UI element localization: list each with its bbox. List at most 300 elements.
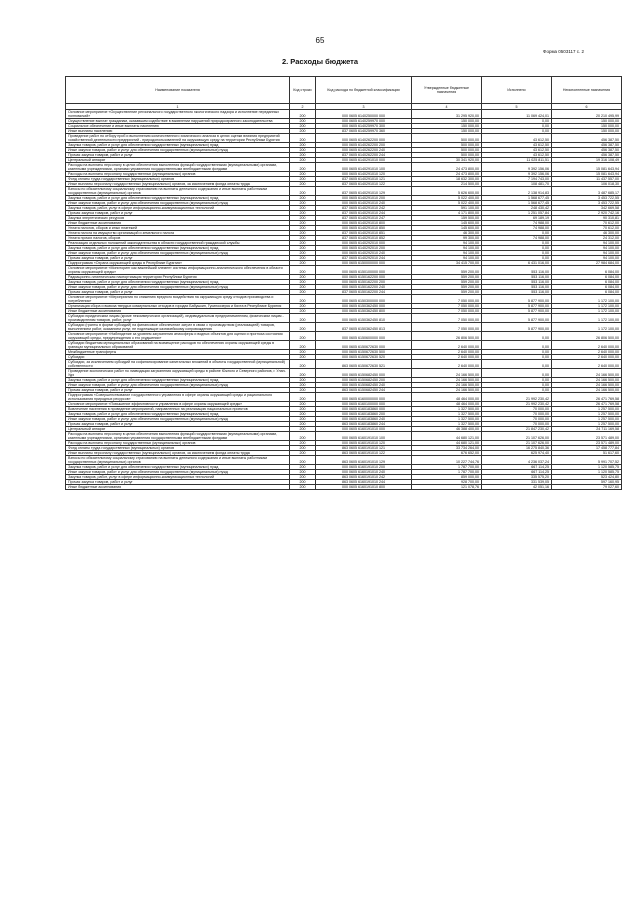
row-executed-amount: 0,00 bbox=[482, 251, 552, 256]
row-executed-amount: 553 116,00 bbox=[482, 266, 552, 275]
row-remaining-amount: 6 084,00 bbox=[552, 275, 622, 280]
row-remaining-amount: 46 300,00 bbox=[552, 231, 622, 236]
row-remaining-amount: 3 487 685,17 bbox=[552, 187, 622, 196]
row-line-code: 200 bbox=[290, 475, 316, 480]
table-row bbox=[66, 475, 622, 480]
row-remaining-amount: 456 387,50 bbox=[552, 148, 622, 153]
row-name: Проведение экологических работ по ликвидации загрязнения окружающей среды в районе Южного и Северного районов, г. Улан-Удэ bbox=[66, 369, 290, 378]
row-approved-amount: 1 327 500,00 bbox=[412, 412, 482, 417]
row-executed-amount: 553 116,00 bbox=[482, 290, 552, 295]
row-approved-amount: 7 050 000,00 bbox=[412, 304, 482, 309]
row-approved-amount: 24 166 500,00 bbox=[412, 388, 482, 393]
row-remaining-amount: 27 984 684,00 bbox=[552, 261, 622, 266]
row-executed-amount: 43 612,50 bbox=[482, 134, 552, 143]
row-remaining-amount: 2 640 000,00 bbox=[552, 355, 622, 360]
row-classification-code: 000 0605 6160183860 240 bbox=[316, 417, 412, 422]
row-line-code: 200 bbox=[290, 341, 316, 350]
row-classification-code: 000 0605 6160191010 200 bbox=[316, 465, 412, 470]
row-executed-amount: 5 877 900,00 bbox=[482, 309, 552, 314]
table-row bbox=[66, 446, 622, 451]
row-classification-code: 837 0605 6150362450 813 bbox=[316, 323, 412, 332]
row-name: Иные бюджетные ассигнования bbox=[66, 309, 290, 314]
row-approved-amount: 4 171 800,00 bbox=[412, 211, 482, 216]
row-line-code: 200 bbox=[290, 261, 316, 266]
row-name: Межбюджетные трансферты bbox=[66, 350, 290, 355]
row-executed-amount: 0,00 bbox=[482, 231, 552, 236]
table-row bbox=[66, 134, 622, 143]
row-name: Уплата налога на имущество организаций и земельного налога bbox=[66, 231, 290, 236]
row-classification-code: 000 0605 6160191010 120 bbox=[316, 441, 412, 446]
row-executed-amount: 16 275 840,36 bbox=[482, 446, 552, 451]
table-row bbox=[66, 280, 622, 285]
table-row bbox=[66, 470, 622, 475]
row-classification-code: 000 0605 6150100000 000 bbox=[316, 266, 412, 275]
row-classification-code: 000 0605 6140250000 000 bbox=[316, 110, 412, 119]
table-row bbox=[66, 163, 622, 172]
row-executed-amount: 0,00 bbox=[482, 388, 552, 393]
row-line-code: 200 bbox=[290, 412, 316, 417]
row-executed-amount: 335 575,20 bbox=[482, 475, 552, 480]
row-line-code: 200 bbox=[290, 465, 316, 470]
row-line-code: 200 bbox=[290, 226, 316, 231]
row-approved-amount: 1 787 700,00 bbox=[412, 470, 482, 475]
row-name: Подпрограмма «Охрана окружающей среды в Республике Бурятия» bbox=[66, 261, 290, 266]
table-row bbox=[66, 304, 622, 309]
row-remaining-amount: 24 166 500,00 bbox=[552, 388, 622, 393]
row-remaining-amount: 94 100,00 bbox=[552, 256, 622, 261]
row-remaining-amount: 24 312,00 bbox=[552, 236, 622, 241]
row-line-code: 200 bbox=[290, 266, 316, 275]
column-number: 6 bbox=[552, 104, 622, 110]
row-name: Уплата прочих налогов, сборов bbox=[66, 236, 290, 241]
row-remaining-amount: 1 172 100,00 bbox=[552, 295, 622, 304]
table-row bbox=[66, 295, 622, 304]
row-classification-code: 837 0605 6140291010 244 bbox=[316, 211, 412, 216]
row-approved-amount: 48 464 000,00 bbox=[412, 402, 482, 407]
row-remaining-amount: 5 991 707,52 bbox=[552, 456, 622, 465]
row-name: Фонд оплаты труда государственных (муниципальных) органов bbox=[66, 446, 290, 451]
row-remaining-amount: 2 640 000,00 bbox=[552, 350, 622, 355]
row-executed-amount: 42 051,16 bbox=[482, 485, 552, 490]
row-line-code: 200 bbox=[290, 355, 316, 360]
row-approved-amount: 24 473 800,00 bbox=[412, 172, 482, 177]
row-name: Иные выплаты персоналу государственных (муниципальных) органов, за исключением фонда оплаты труда bbox=[66, 182, 290, 187]
row-remaining-amount: 1 172 100,00 bbox=[552, 309, 622, 314]
row-remaining-amount: 1 257 500,00 bbox=[552, 412, 622, 417]
row-name: Центральный аппарат bbox=[66, 158, 290, 163]
table-row bbox=[66, 441, 622, 446]
row-executed-amount: 5 877 900,00 bbox=[482, 295, 552, 304]
row-name: Прочая закупка товаров, работ и услуг bbox=[66, 153, 290, 158]
row-remaining-amount: 150 000,00 bbox=[552, 129, 622, 134]
row-executed-amount: 553 116,00 bbox=[482, 275, 552, 280]
row-approved-amount: 2 640 000,00 bbox=[412, 350, 482, 355]
row-name: Закупка товаров, работ, услуг в сфере информационно-коммуникационных технологий bbox=[66, 475, 290, 480]
row-classification-code: 000 0605 6160191010 100 bbox=[316, 432, 412, 441]
row-approved-amount: 2 640 000,00 bbox=[412, 341, 482, 350]
row-classification-code: 000 0605 6140292010 000 bbox=[316, 241, 412, 246]
table-row bbox=[66, 182, 622, 187]
row-classification-code: 000 0605 6160183860 200 bbox=[316, 412, 412, 417]
row-executed-amount: 5 877 900,00 bbox=[482, 314, 552, 323]
row-executed-amount: 74 988,00 bbox=[482, 221, 552, 226]
row-approved-amount: 99 300,00 bbox=[412, 236, 482, 241]
table-row bbox=[66, 360, 622, 369]
row-executed-amount: 70 000,00 bbox=[482, 422, 552, 427]
row-classification-code: 863 0605 6160191010 242 bbox=[316, 475, 412, 480]
row-approved-amount: 24 166 500,00 bbox=[412, 369, 482, 378]
row-name: Закупка товаров, работ и услуг для обеспечения государственных (муниципальных) нужд bbox=[66, 246, 290, 251]
row-line-code: 200 bbox=[290, 295, 316, 304]
row-classification-code: 000 0605 6150362450 800 bbox=[316, 309, 412, 314]
row-line-code: 200 bbox=[290, 427, 316, 432]
row-remaining-amount: 94 100,00 bbox=[552, 246, 622, 251]
row-remaining-amount: 70 612,00 bbox=[552, 226, 622, 231]
row-remaining-amount: 2 640 000,00 bbox=[552, 360, 622, 369]
row-remaining-amount: 26 471 769,58 bbox=[552, 402, 622, 407]
row-name: Взносы по обязательному социальному страхованию на выплаты денежного содержания и иные выплаты работникам государственных (муниципальных) органов bbox=[66, 456, 290, 465]
row-line-code: 200 bbox=[290, 129, 316, 134]
row-name: Основное мероприятие «Мероприятия по снижению вредного воздействия на окружающую среду отходов производства и потребления» bbox=[66, 295, 290, 304]
row-remaining-amount: 2 920 742,16 bbox=[552, 211, 622, 216]
row-executed-amount: 21 992 230,42 bbox=[482, 402, 552, 407]
row-approved-amount: 1 787 700,00 bbox=[412, 465, 482, 470]
row-executed-amount: 0,00 bbox=[482, 119, 552, 124]
table-row bbox=[66, 407, 622, 412]
row-classification-code: 000 0605 6140262200 000 bbox=[316, 134, 412, 143]
row-line-code: 200 bbox=[290, 187, 316, 196]
row-executed-amount: 5 877 900,00 bbox=[482, 323, 552, 332]
row-name: Иные выплаты населению bbox=[66, 129, 290, 134]
row-name: Основное мероприятие «Наблюдение за уровнем загрязнения атмосферы и водных объектов для оценки и прогноза состояния окружающей среды, предупреждения о его ухудшении» bbox=[66, 332, 290, 341]
row-name: Иные закупки товаров, работ и услуг для обеспечения государственных (муниципальных) нужд bbox=[66, 285, 290, 290]
row-name: Основное мероприятие «Осуществление регионального государственного экологического надзора и исполнение переданных полномочий» bbox=[66, 110, 290, 119]
row-classification-code: 000 0605 6150000000 000 bbox=[316, 261, 412, 266]
row-name: Прочая закупка товаров, работ и услуг bbox=[66, 211, 290, 216]
row-name: Иные выплаты персоналу государственных (муниципальных) органов, за исключением фонда оплаты труда bbox=[66, 451, 290, 456]
row-line-code: 200 bbox=[290, 158, 316, 163]
row-remaining-amount: 523 424,80 bbox=[552, 475, 622, 480]
row-name: Взносы по обязательному социальному страхованию на выплаты денежного содержания и иные выплаты работникам государственных (муниципальных) органов bbox=[66, 187, 290, 196]
row-classification-code: 000 0605 6140262200 240 bbox=[316, 148, 412, 153]
row-executed-amount: 43 612,50 bbox=[482, 143, 552, 148]
row-approved-amount: 121 078,76 bbox=[412, 485, 482, 490]
row-executed-amount: 70 000,00 bbox=[482, 407, 552, 412]
row-executed-amount: 4 236 037,24 bbox=[482, 456, 552, 465]
row-executed-amount: 667 114,25 bbox=[482, 470, 552, 475]
row-classification-code: 863 0605 6160191010 122 bbox=[316, 451, 412, 456]
row-approved-amount: 928 700,00 bbox=[412, 480, 482, 485]
row-remaining-amount: 1 172 100,00 bbox=[552, 323, 622, 332]
row-classification-code: 000 0605 6150682450 200 bbox=[316, 378, 412, 383]
row-classification-code: 000 0605 6150162200 200 bbox=[316, 280, 412, 285]
row-classification-code: 000 0605 6140259970 300 bbox=[316, 124, 412, 129]
row-executed-amount: 74 988,00 bbox=[482, 226, 552, 231]
row-name: Проведение работ по отбору проб и выполнению количественного химического анализа в целях оценки влияния предприятий хозяйственной деятельности предприятий - природопользователей на окружающую среду на территории Республики Бурятия bbox=[66, 134, 290, 143]
row-remaining-amount: 1 172 100,00 bbox=[552, 314, 622, 323]
row-approved-amount: 18 632 300,00 bbox=[412, 177, 482, 182]
row-name: Радиационно-гигиеническая паспортизация территории Республики Бурятия bbox=[66, 275, 290, 280]
row-approved-amount: 559 200,00 bbox=[412, 275, 482, 280]
row-executed-amount: 21 107 626,00 bbox=[482, 441, 552, 446]
row-classification-code: 863 0605 6160191010 129 bbox=[316, 456, 412, 465]
row-executed-amount: 667 114,25 bbox=[482, 465, 552, 470]
row-approved-amount: 24 166 500,00 bbox=[412, 378, 482, 383]
row-approved-amount: 145 600,00 bbox=[412, 226, 482, 231]
row-classification-code: 000 0605 6140291010 850 bbox=[316, 226, 412, 231]
row-approved-amount: 94 100,00 bbox=[412, 241, 482, 246]
table-body bbox=[66, 110, 622, 490]
row-name: Прочая закупка товаров, работ и услуг bbox=[66, 290, 290, 295]
row-approved-amount: 46 300,00 bbox=[412, 231, 482, 236]
row-approved-amount: 33 734 264,00 bbox=[412, 446, 482, 451]
row-name: Расходы на выплаты персоналу в целях обеспечения выполнения функций государственными (муниципальными) органами, казенными учреждениями, органами управления государственными внебюджетными фондами bbox=[66, 432, 290, 441]
row-approved-amount: 214 500,00 bbox=[412, 182, 482, 187]
row-classification-code: 000 0605 6140291010 200 bbox=[316, 196, 412, 201]
column-number: 2 bbox=[290, 104, 316, 110]
row-remaining-amount: 6 084,00 bbox=[552, 290, 622, 295]
row-approved-amount: 7 050 000,00 bbox=[412, 309, 482, 314]
row-executed-amount: 108 481,70 bbox=[482, 182, 552, 187]
table-row bbox=[66, 393, 622, 402]
row-approved-amount: 559 200,00 bbox=[412, 290, 482, 295]
row-name: Прочая закупка товаров, работ и услуг bbox=[66, 388, 290, 393]
row-name: Иные закупки товаров, работ и услуг для обеспечения государственных (муниципальных) нужд bbox=[66, 383, 290, 388]
row-line-code: 200 bbox=[290, 182, 316, 187]
row-executed-amount: 0,00 bbox=[482, 378, 552, 383]
table-row bbox=[66, 275, 622, 280]
table-row bbox=[66, 206, 622, 211]
row-approved-amount: 559 200,00 bbox=[412, 285, 482, 290]
row-executed-amount: 1 568 677,45 bbox=[482, 196, 552, 201]
row-line-code: 200 bbox=[290, 422, 316, 427]
row-name: Основное мероприятие «Мониторинг как важнейший элемент системы информационно-аналитического обеспечения в области охраны окружающей среды» bbox=[66, 266, 290, 275]
row-approved-amount: 10 227 744,76 bbox=[412, 456, 482, 465]
row-line-code: 200 bbox=[290, 402, 316, 407]
row-name: Иные закупки товаров, работ и услуг для обеспечения государственных (муниципальных) нужд bbox=[66, 251, 290, 256]
row-classification-code: 000 0605 6150600000 000 bbox=[316, 332, 412, 341]
row-remaining-amount: 94 100,00 bbox=[552, 251, 622, 256]
row-executed-amount: 74 988,00 bbox=[482, 236, 552, 241]
row-line-code: 200 bbox=[290, 256, 316, 261]
row-approved-amount: 500 000,00 bbox=[412, 153, 482, 158]
row-remaining-amount: 23 571 489,00 bbox=[552, 432, 622, 441]
row-remaining-amount: 342 669,58 bbox=[552, 206, 622, 211]
table-row bbox=[66, 465, 622, 470]
row-classification-code: 000 0605 6150162200 240 bbox=[316, 285, 412, 290]
row-line-code: 200 bbox=[290, 216, 316, 221]
row-line-code: 200 bbox=[290, 323, 316, 332]
row-remaining-amount: 17 458 777,84 bbox=[552, 446, 622, 451]
row-approved-amount: 1 327 500,00 bbox=[412, 422, 482, 427]
row-name: Иные закупки товаров, работ и услуг для обеспечения государственных (муниципальных) нужд bbox=[66, 470, 290, 475]
row-name: Субсидии (гранты в форме субсидий) на финансовое обеспечение затрат в связи с производством (реализацией) товаров, выполнением работ, оказанием услуг, не подлежащие казначейскому сопровождению bbox=[66, 323, 290, 332]
row-remaining-amount: 150 000,00 bbox=[552, 119, 622, 124]
row-executed-amount: 0,00 bbox=[482, 256, 552, 261]
row-name: Субсидии bbox=[66, 355, 290, 360]
row-classification-code: 000 0605 6150682450 240 bbox=[316, 383, 412, 388]
row-name: Прочая закупка товаров, работ и услуг bbox=[66, 422, 290, 427]
row-remaining-amount: 456 387,50 bbox=[552, 143, 622, 148]
table-row bbox=[66, 187, 622, 196]
row-classification-code: 000 0605 6140291010 000 bbox=[316, 158, 412, 163]
row-remaining-amount: 24 166 500,00 bbox=[552, 378, 622, 383]
row-approved-amount: 2 640 000,00 bbox=[412, 355, 482, 360]
row-remaining-amount: 24 166 500,00 bbox=[552, 369, 622, 378]
row-line-code: 200 bbox=[290, 275, 316, 280]
row-executed-amount: 21 992 230,42 bbox=[482, 393, 552, 402]
row-approved-amount: 145 600,00 bbox=[412, 221, 482, 226]
table-row bbox=[66, 110, 622, 119]
row-line-code: 200 bbox=[290, 360, 316, 369]
row-classification-code: 000 0605 6140291010 240 bbox=[316, 201, 412, 206]
row-line-code: 200 bbox=[290, 177, 316, 182]
row-classification-code: 000 0605 6150300000 000 bbox=[316, 295, 412, 304]
row-approved-amount: 46 388 400,00 bbox=[412, 427, 482, 432]
table-row bbox=[66, 417, 622, 422]
row-line-code: 200 bbox=[290, 124, 316, 129]
row-approved-amount: 44 680 121,00 bbox=[412, 432, 482, 441]
row-approved-amount: 500 000,00 bbox=[412, 143, 482, 148]
row-executed-amount: 5 877 900,00 bbox=[482, 304, 552, 309]
row-approved-amount: 1 327 500,00 bbox=[412, 417, 482, 422]
row-line-code: 200 bbox=[290, 285, 316, 290]
row-remaining-amount: 456 387,50 bbox=[552, 153, 622, 158]
column-header-line-code: Код строки bbox=[290, 77, 316, 104]
column-number: 3 bbox=[316, 104, 412, 110]
row-classification-code: 000 0605 6160100000 000 bbox=[316, 402, 412, 407]
row-remaining-amount: 24 711 169,58 bbox=[552, 427, 622, 432]
row-remaining-amount: 23 571 489,00 bbox=[552, 441, 622, 446]
table-row bbox=[66, 341, 622, 350]
row-approved-amount: 7 050 000,00 bbox=[412, 314, 482, 323]
row-remaining-amount: 150 000,00 bbox=[552, 124, 622, 129]
row-classification-code: 000 0605 6140292010 200 bbox=[316, 246, 412, 251]
row-executed-amount: 248 430,42 bbox=[482, 206, 552, 211]
row-remaining-amount: 15 081 643,94 bbox=[552, 163, 622, 172]
row-classification-code: 837 0605 6150162200 244 bbox=[316, 290, 412, 295]
row-classification-code: 863 0605 6160191010 121 bbox=[316, 446, 412, 451]
row-name: Иные закупки товаров, работ и услуг для обеспечения государственных (муниципальных) нужд bbox=[66, 148, 290, 153]
row-classification-code: 837 0605 6140291010 852 bbox=[316, 236, 412, 241]
row-classification-code: 863 0605 6160191010 244 bbox=[316, 480, 412, 485]
table-row bbox=[66, 451, 622, 456]
row-line-code: 200 bbox=[290, 485, 316, 490]
row-line-code: 200 bbox=[290, 251, 316, 256]
row-executed-amount: 553 116,00 bbox=[482, 285, 552, 290]
row-line-code: 200 bbox=[290, 246, 316, 251]
column-header-classification-code: Код расхода по бюджетной классификации bbox=[316, 77, 412, 104]
table-row bbox=[66, 266, 622, 275]
table-row bbox=[66, 314, 622, 323]
row-classification-code: 000 0605 6160000000 000 bbox=[316, 393, 412, 402]
row-line-code: 200 bbox=[290, 432, 316, 441]
row-remaining-amount: 15 081 643,94 bbox=[552, 172, 622, 177]
row-executed-amount: 0,00 bbox=[482, 246, 552, 251]
row-name: Уплата налогов, сборов и иных платежей bbox=[66, 226, 290, 231]
row-name: Закупка товаров, работ и услуг для обеспечения государственных (муниципальных) нужд bbox=[66, 196, 290, 201]
row-line-code: 200 bbox=[290, 393, 316, 402]
row-executed-amount: 0,00 bbox=[482, 360, 552, 369]
row-remaining-amount: 26 471 769,58 bbox=[552, 393, 622, 402]
row-classification-code: 837 0605 6140259970 360 bbox=[316, 129, 412, 134]
row-line-code: 200 bbox=[290, 290, 316, 295]
row-name: Расходы на выплаты персоналу государственных (муниципальных) органов bbox=[66, 172, 290, 177]
row-line-code: 200 bbox=[290, 451, 316, 456]
row-line-code: 200 bbox=[290, 153, 316, 158]
table-row bbox=[66, 432, 622, 441]
row-executed-amount: 43 612,50 bbox=[482, 148, 552, 153]
row-classification-code: 837 0605 6140291010 247 bbox=[316, 216, 412, 221]
row-remaining-amount: 6 084,00 bbox=[552, 280, 622, 285]
row-line-code: 200 bbox=[290, 134, 316, 143]
row-approved-amount: 30 341 920,00 bbox=[412, 158, 482, 163]
row-line-code: 200 bbox=[290, 196, 316, 201]
column-number: 1 bbox=[66, 104, 290, 110]
row-approved-amount: 94 100,00 bbox=[412, 251, 482, 256]
row-line-code: 200 bbox=[290, 407, 316, 412]
row-remaining-amount: 51 617,60 bbox=[552, 451, 622, 456]
row-remaining-amount: 26 806 500,00 bbox=[552, 332, 622, 341]
row-remaining-amount: 94 100,00 bbox=[552, 241, 622, 246]
row-approved-amount: 24 473 800,00 bbox=[412, 163, 482, 172]
column-header-approved: Утвержденные бюджетные назначения bbox=[412, 77, 482, 104]
table-row bbox=[66, 261, 622, 266]
row-classification-code: 837 0605 6140291010 121 bbox=[316, 177, 412, 182]
row-classification-code: 000 0605 6150362450 000 bbox=[316, 304, 412, 309]
table-header-row bbox=[66, 77, 622, 104]
row-remaining-amount: 6 084,00 bbox=[552, 266, 622, 275]
row-classification-code: 000 0605 6160191010 000 bbox=[316, 427, 412, 432]
row-line-code: 200 bbox=[290, 231, 316, 236]
row-executed-amount: 21 107 626,00 bbox=[482, 432, 552, 441]
column-number: 5 bbox=[482, 104, 552, 110]
table-row bbox=[66, 485, 622, 490]
row-line-code: 200 bbox=[290, 369, 316, 378]
row-name: Закупка энергетических ресурсов bbox=[66, 216, 290, 221]
row-line-code: 200 bbox=[290, 110, 316, 119]
row-name: Осуществление выплат гражданам, оказавшим содействие в выявлении нарушений природоохранного законодательства bbox=[66, 119, 290, 124]
row-executed-amount: 21 847 230,42 bbox=[482, 427, 552, 432]
row-line-code: 200 bbox=[290, 480, 316, 485]
table-row bbox=[66, 332, 622, 341]
row-line-code: 200 bbox=[290, 280, 316, 285]
row-name: Организация сбора и вывоза твердых коммунальных отходов в городах Бабушкин, Гусиноозерск и Кяхта в Республике Бурятия bbox=[66, 304, 290, 309]
row-remaining-amount: 20 210 495,99 bbox=[552, 110, 622, 119]
table-row bbox=[66, 143, 622, 148]
row-name: Закупка товаров, работ и услуг для обеспечения государственных (муниципальных) нужд bbox=[66, 465, 290, 470]
row-executed-amount: 1 568 677,45 bbox=[482, 201, 552, 206]
row-classification-code: 000 0605 6150362450 810 bbox=[316, 314, 412, 323]
row-name: Прочая закупка товаров, работ и услуг bbox=[66, 480, 290, 485]
row-classification-code: 863 0605 6150682450 244 bbox=[316, 388, 412, 393]
row-executed-amount: 0,00 bbox=[482, 332, 552, 341]
row-line-code: 200 bbox=[290, 446, 316, 451]
row-remaining-amount: 19 316 108,49 bbox=[552, 158, 622, 163]
row-approved-amount: 48 464 000,00 bbox=[412, 393, 482, 402]
row-remaining-amount: 79 027,60 bbox=[552, 485, 622, 490]
table-row bbox=[66, 369, 622, 378]
row-line-code: 200 bbox=[290, 388, 316, 393]
row-classification-code: 000 0605 6150672630 520 bbox=[316, 355, 412, 360]
row-line-code: 200 bbox=[290, 304, 316, 309]
row-classification-code: 000 0605 6150682450 000 bbox=[316, 369, 412, 378]
row-approved-amount: 559 200,00 bbox=[412, 280, 482, 285]
row-name: Расходы на выплаты персоналу государственных (муниципальных) органов bbox=[66, 441, 290, 446]
row-approved-amount: 26 806 500,00 bbox=[412, 332, 482, 341]
row-remaining-amount: 106 018,30 bbox=[552, 182, 622, 187]
row-classification-code: 000 0605 6140262200 200 bbox=[316, 143, 412, 148]
